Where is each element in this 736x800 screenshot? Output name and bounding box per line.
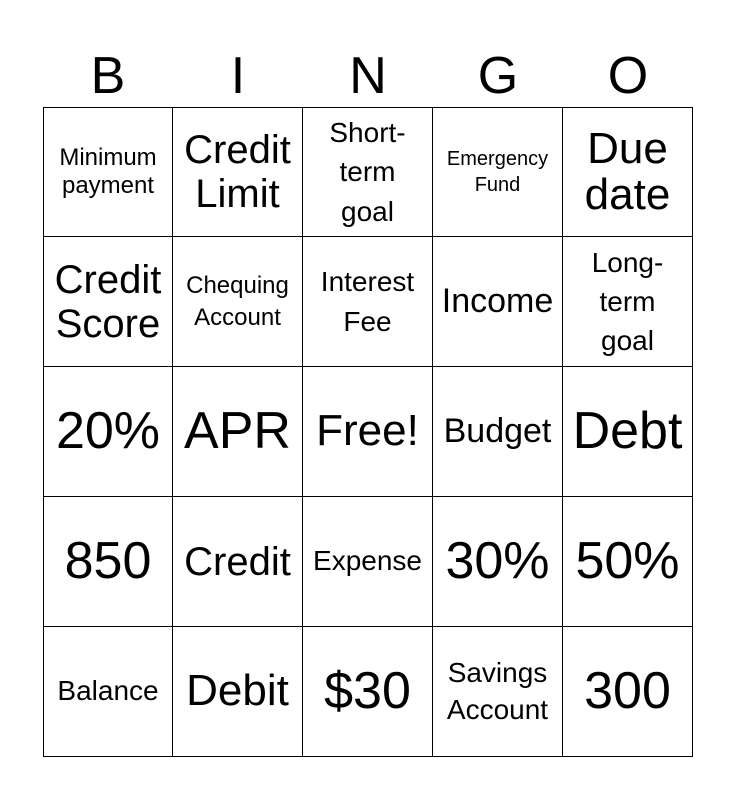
bingo-cell (43, 237, 173, 367)
bingo-cell (563, 627, 693, 757)
cell-text: Short-term goal (329, 117, 406, 227)
bingo-cell (173, 107, 303, 237)
bingo-cell (563, 497, 693, 627)
header-letter-g: G (477, 47, 519, 105)
cell-text: Chequing Account (186, 272, 289, 331)
bingo-cell (43, 107, 173, 237)
cell-text: 300 (584, 662, 671, 721)
bingo-cell (43, 497, 173, 627)
bingo-cell (433, 367, 563, 497)
bingo-cell (43, 367, 173, 497)
cell-text: 850 (64, 532, 152, 591)
cell-text: Balance (57, 675, 159, 707)
bingo-cell (173, 627, 303, 757)
cell-text: Interest Fee (320, 266, 415, 337)
cell-text: Budget (443, 411, 552, 450)
bingo-cell (433, 237, 563, 367)
bingo-cell (43, 627, 173, 757)
header-letter-i: I (230, 47, 246, 105)
bingo-cell (303, 107, 433, 237)
bingo-board (43, 107, 693, 757)
cell-text: Due date (584, 123, 671, 219)
cell-text: Debit (186, 666, 289, 716)
bingo-cell (563, 367, 693, 497)
cell-text: Free! (316, 406, 419, 456)
cell-text: Credit Score (54, 257, 162, 346)
bingo-cell (173, 367, 303, 497)
bingo-cell (303, 367, 433, 497)
cell-text: Income (441, 281, 554, 320)
bingo-cell (303, 237, 433, 367)
bingo-cell (563, 237, 693, 367)
cell-text: Credit Limit (184, 128, 291, 216)
bingo-cell (563, 107, 693, 237)
cell-text: 30% (445, 532, 550, 591)
bingo-cell (173, 497, 303, 627)
header-letter-b: B (90, 47, 126, 105)
cell-text: 20% (55, 402, 161, 461)
bingo-cell (433, 107, 563, 237)
cell-text: Credit (184, 539, 291, 584)
cell-text: Long-term goal (591, 246, 664, 357)
cell-text: Minimum payment (59, 144, 157, 199)
cell-text: Debt (572, 402, 683, 461)
header-letter-n: N (349, 47, 387, 105)
cell-text: $30 (324, 662, 411, 721)
bingo-header (43, 44, 693, 108)
cell-text: Savings Account (446, 657, 549, 725)
cell-text: Emergency Fund (446, 148, 549, 196)
bingo-cell (303, 627, 433, 757)
bingo-cell (303, 497, 433, 627)
cell-text: Expense (313, 545, 422, 577)
cell-text: 50% (575, 532, 680, 591)
bingo-cell (173, 237, 303, 367)
bingo-cell (433, 497, 563, 627)
bingo-cell (433, 627, 563, 757)
cell-text: APR (184, 402, 291, 461)
header-letter-o: O (607, 47, 649, 105)
